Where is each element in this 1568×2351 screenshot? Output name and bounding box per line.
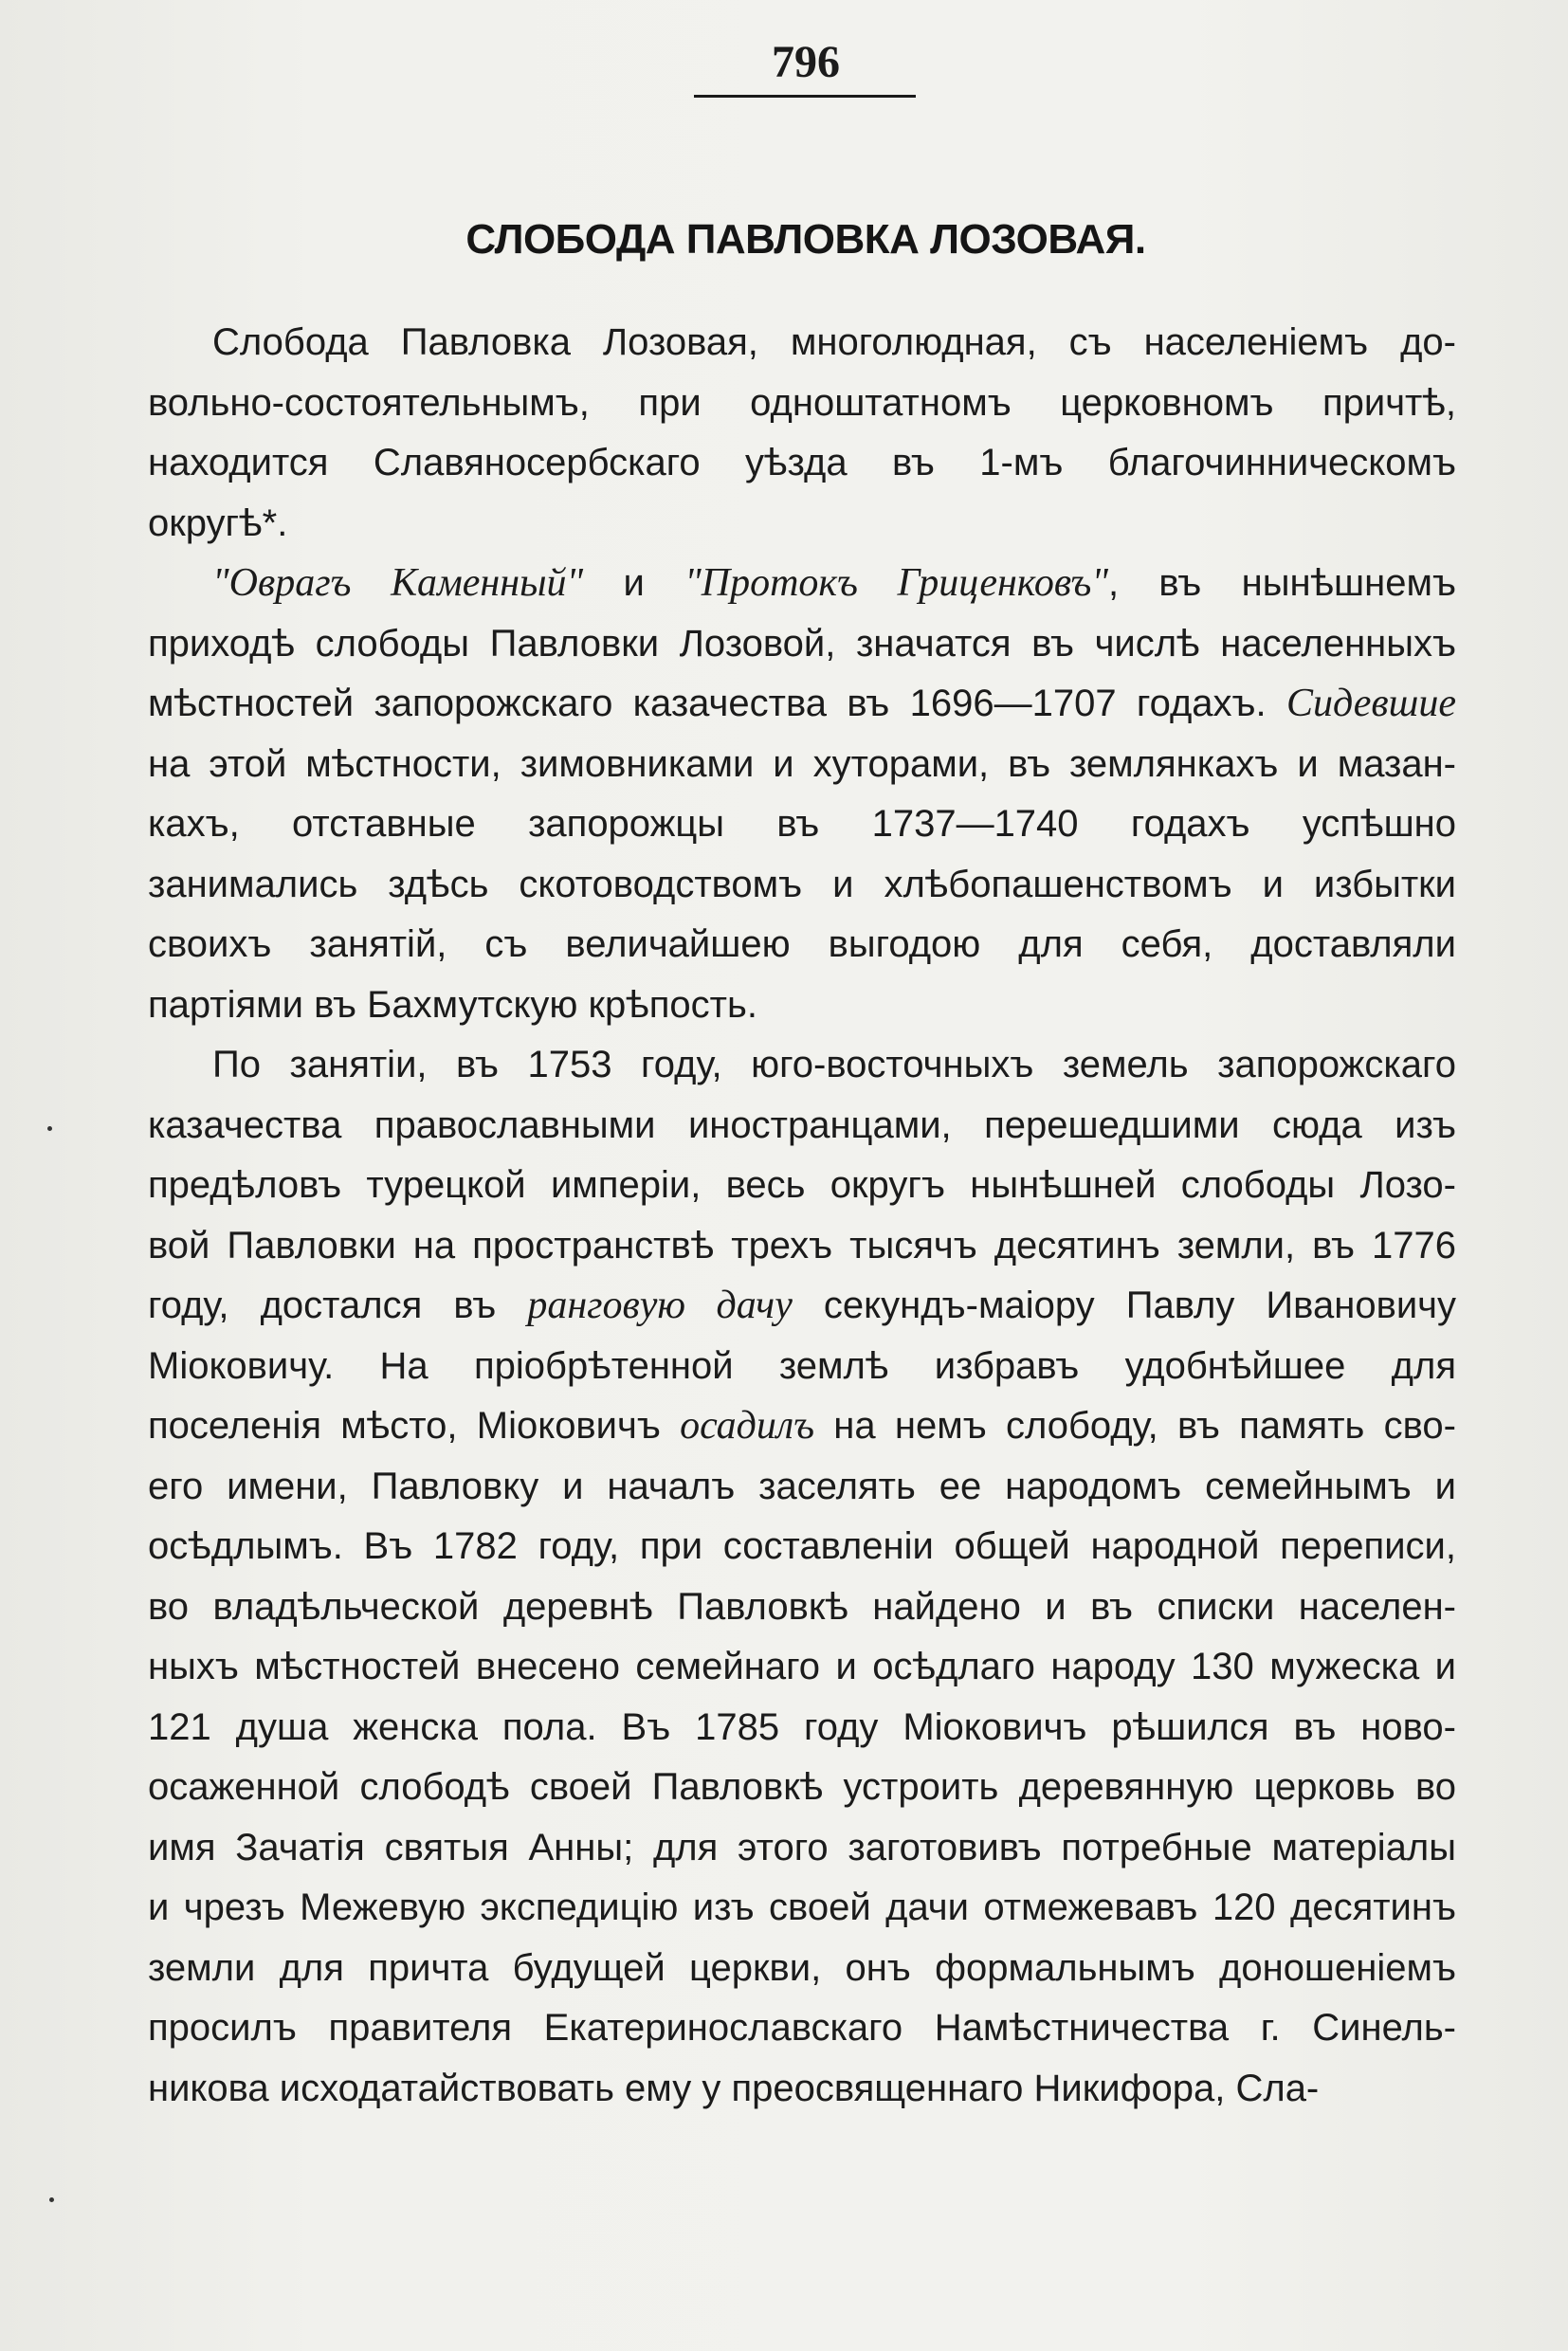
text-line xyxy=(148,674,1456,735)
text-line xyxy=(148,494,1456,555)
text-run: осѣдлымъ. Въ 1782 году, при составленіи общей народной переписи, xyxy=(148,1525,1456,1567)
text-run: осаженной слободѣ своей Павловкѣ устроить деревянную церковь во xyxy=(148,1766,1456,1808)
text-run: на немъ слободу, въ память сво- xyxy=(814,1405,1456,1447)
text-line xyxy=(148,1096,1456,1157)
text-run: имя Зачатія святыя Анны; для этого заготовивъ потребные матеріалы xyxy=(148,1826,1456,1868)
text-run: По занятіи, въ 1753 году, юго-восточныхъ земель запорожскаго xyxy=(212,1044,1456,1085)
text-run: округѣ*. xyxy=(148,501,288,544)
text-line xyxy=(148,1035,1456,1096)
text-line xyxy=(148,1156,1456,1216)
text-line xyxy=(148,614,1456,675)
text-line xyxy=(148,855,1456,916)
text-line xyxy=(148,1758,1456,1818)
italic-text: "Протокъ Гриценковъ" xyxy=(684,561,1108,605)
paragraph xyxy=(148,1035,1456,2119)
text-run: секундъ-маіору Павлу Ивановичу xyxy=(792,1285,1457,1326)
text-run: и чрезъ Межевую экспедицію изъ своей дачи отмежевавъ 120 десятинъ xyxy=(148,1886,1456,1928)
text-run: занимались здѣсь скотоводствомъ и хлѣбопашенствомъ и избытки xyxy=(148,863,1456,905)
text-line xyxy=(148,1698,1456,1759)
text-line xyxy=(148,1577,1456,1638)
text-run: его имени, Павловку и началъ заселять ее народомъ семейнымъ и xyxy=(148,1465,1456,1507)
text-run: Міоковичу. На пріобрѣтенной землѣ избравъ удобнѣйшее для xyxy=(148,1344,1456,1387)
text-run: во владѣльческой деревнѣ Павловкѣ найдено и въ списки населен- xyxy=(148,1585,1456,1628)
text-run: 121 душа женска пола. Въ 1785 году Міоковичъ рѣшился въ ново- xyxy=(148,1705,1456,1748)
page-number: 796 xyxy=(772,37,840,87)
paragraph xyxy=(148,313,1456,554)
text-line xyxy=(148,1637,1456,1698)
text-line xyxy=(148,735,1456,795)
italic-text: "Оврагъ Каменный" xyxy=(212,561,584,605)
text-run: приходѣ слободы Павловки Лозовой, значатся въ числѣ населенныхъ xyxy=(148,622,1456,665)
text-line xyxy=(148,374,1456,434)
text-line xyxy=(148,1457,1456,1518)
text-run: кахъ, отставные запорожцы въ 1737—1740 годахъ успѣшно xyxy=(148,803,1456,845)
text-run: своихъ занятій, съ величайшею выгодою для себя, доставляли xyxy=(148,923,1456,965)
chapter-title: СЛОБОДА ПАВЛОВКА ЛОЗОВАЯ. xyxy=(465,216,1146,263)
text-run: , въ нынѣшнемъ xyxy=(1107,562,1456,604)
text-run: находится Славяносербскаго уѣзда въ 1-мъ благочинническомъ xyxy=(148,442,1456,483)
text-line xyxy=(148,915,1456,975)
text-line xyxy=(148,975,1456,1036)
paper-speck xyxy=(49,2197,54,2202)
text-line xyxy=(148,1276,1456,1337)
text-line xyxy=(148,1818,1456,1879)
text-run: поселенія мѣсто, Міоковичъ xyxy=(148,1405,681,1447)
text-run: никова исходатайствовать ему у преосвященнаго Никифора, Сла- xyxy=(148,2067,1320,2109)
text-run: Слобода Павловка Лозовая, многолюдная, съ населеніемъ до- xyxy=(212,321,1456,363)
text-run: партіями въ Бахмутскую крѣпость. xyxy=(148,983,757,1026)
text-run: просилъ правителя Екатеринославскаго Намѣстничества г. Синель- xyxy=(148,2007,1456,2049)
body-text xyxy=(148,313,1456,2119)
text-run: вольно-состоятельнымъ, при одноштатномъ церковномъ причтѣ, xyxy=(148,381,1456,424)
paper-speck xyxy=(47,1126,52,1131)
text-line xyxy=(148,1216,1456,1277)
italic-text: Сидевшие xyxy=(1286,682,1456,725)
text-line xyxy=(148,1939,1456,1999)
text-line xyxy=(148,313,1456,374)
text-run: и xyxy=(583,562,685,604)
text-line xyxy=(148,2059,1456,2120)
text-run: на этой мѣстности, зимовниками и хуторами, въ землянкахъ и мазан- xyxy=(148,742,1456,785)
page-number-rule xyxy=(694,95,916,98)
text-line xyxy=(148,1337,1456,1397)
text-run: году, достался въ xyxy=(148,1285,528,1326)
paragraph xyxy=(148,554,1456,1035)
text-run: казачества православными иностранцами, перешедшими сюда изъ xyxy=(148,1103,1456,1146)
italic-text: ранговую дачу xyxy=(527,1284,793,1327)
italic-text: осадилъ xyxy=(680,1404,815,1448)
text-run: мѣстностей запорожскаго казачества въ 1696—1707 годахъ. xyxy=(148,683,1286,724)
text-line xyxy=(148,1396,1456,1457)
text-run: ныхъ мѣстностей внесено семейнаго и осѣдлаго народу 130 мужеска и xyxy=(148,1646,1456,1687)
text-line xyxy=(148,554,1456,614)
text-line xyxy=(148,1878,1456,1939)
text-line xyxy=(148,794,1456,855)
text-line xyxy=(148,1517,1456,1577)
text-run: вой Павловки на пространствѣ трехъ тысячъ десятинъ земли, въ 1776 xyxy=(148,1224,1456,1267)
text-line xyxy=(148,433,1456,494)
text-run: земли для причта будущей церкви, онъ формальнымъ доношеніемъ xyxy=(148,1946,1456,1989)
text-run: предѣловъ турецкой имперіи, весь округъ нынѣшней слободы Лозо- xyxy=(148,1164,1456,1206)
text-line xyxy=(148,1998,1456,2059)
